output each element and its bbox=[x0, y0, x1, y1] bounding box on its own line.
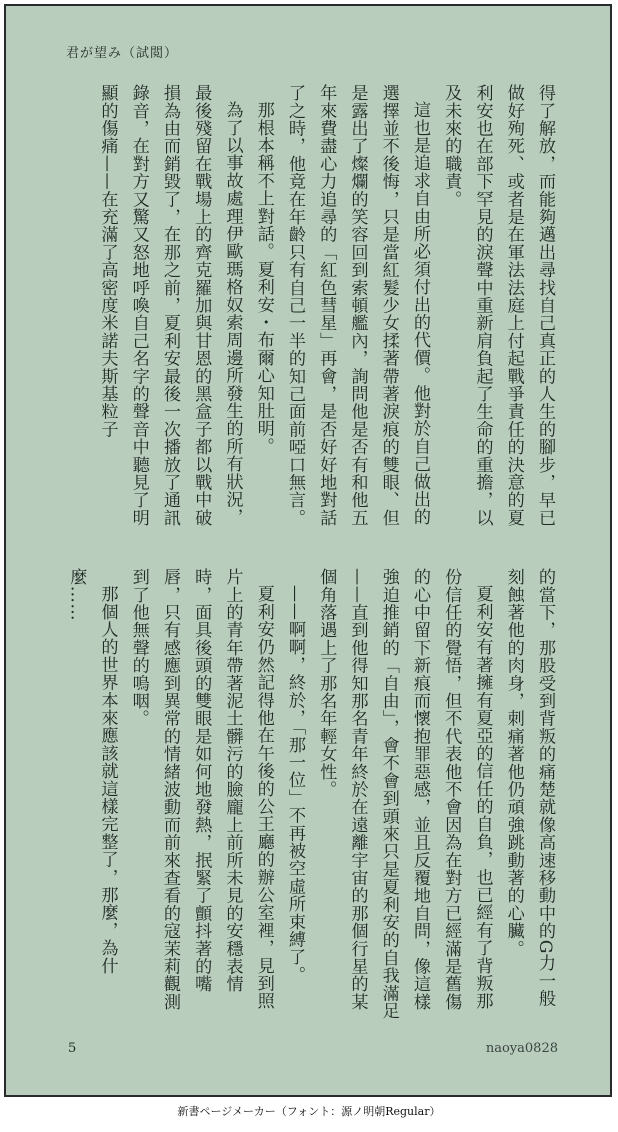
book-page bbox=[4, 4, 612, 1097]
author-name: naoya0828 bbox=[485, 1041, 558, 1056]
paragraph: ——啊啊，終於，「那一位」不再被空虛所束縛了。 bbox=[285, 585, 305, 984]
paragraph: 為了以事故處理伊歐瑪格奴索周邊所發生的所有狀況，最後殘留在戰場上的齊克羅加與甘恩的黑盒子都以戰中破損為由而銷毀了，在那之前，夏利安最後一次播放了通訊錄音，在對方又驚又怒地呼喚自己名字的聲音中聽見了明顯的傷痛——在充滿了高密度米諾夫斯基粒子 bbox=[97, 84, 243, 527]
paragraph: 這也是追求自由所必須付出的代價。他對於自己做出的選擇並不後悔，只是當紅髮少女揉著帶著淚痕的雙眼、但是露出了燦爛的笑容回到索頓艦內，詢問他是否有和他五年來費盡心力追尋的「紅色彗星」再會，是否好好地對話了之時，他竟在年齡只有自己一半的知己面前啞口無言。 bbox=[285, 84, 430, 527]
paragraph: 夏利安仍然記得他在午後的公王廳的辦公室裡，見到照片上的青年帶著泥土髒污的臉龐上前所未見的安穩表情時，面具後頭的雙眼是如何地發熱，抿緊了顫抖著的嘴唇，只有感應到異常的情緒波動而前來查看的寇茉莉觀測到了他無聲的嗚咽。 bbox=[128, 568, 274, 1011]
paragraph: 得了解放，而能夠邁出尋找自己真正的人生的腳步，早已做好殉死、或者是在軍法法庭上付起戰爭責任的決意的夏利安也在部下罕見的淚聲中重新肩負起了生命的重擔，以及未來的職責。 bbox=[441, 84, 555, 527]
page-number: 5 bbox=[68, 1041, 77, 1056]
lower-text-block bbox=[60, 568, 560, 1023]
paragraph: 的當下，那股受到背叛的痛楚就像高速移動中的G力一般刻蝕著他的肉身，刺痛著他仍頑強跳動著的心臟。 bbox=[503, 568, 555, 1008]
paragraph: 夏利安有著擁有夏亞的信任的自負，也已經有了背叛那份信任的覺悟，但不代表他不會因為在對方已經滿是舊傷的心中留下新痕而懷抱罪惡感，並且反覆地自問，像這樣強迫推銷的「自由」，會不會到頭來只是夏利安的自我滿足——直到他得知那名青年終於在遠離宇宙的那個行星的某個角落遇上了那名年輕女性。 bbox=[316, 568, 493, 1020]
generator-caption: 新書ページメーカー（フォント：源ノ明朝Regular） bbox=[177, 1105, 441, 1118]
page-title: 君が望み（試閲） bbox=[66, 46, 179, 61]
upper-text-block bbox=[60, 84, 560, 539]
paragraph: 那個人的世界本來應該就這樣完整了，那麼，為什麼…… bbox=[66, 568, 118, 975]
paragraph: 那根本稱不上對話。夏利安・布爾心知肚明。 bbox=[253, 101, 274, 456]
